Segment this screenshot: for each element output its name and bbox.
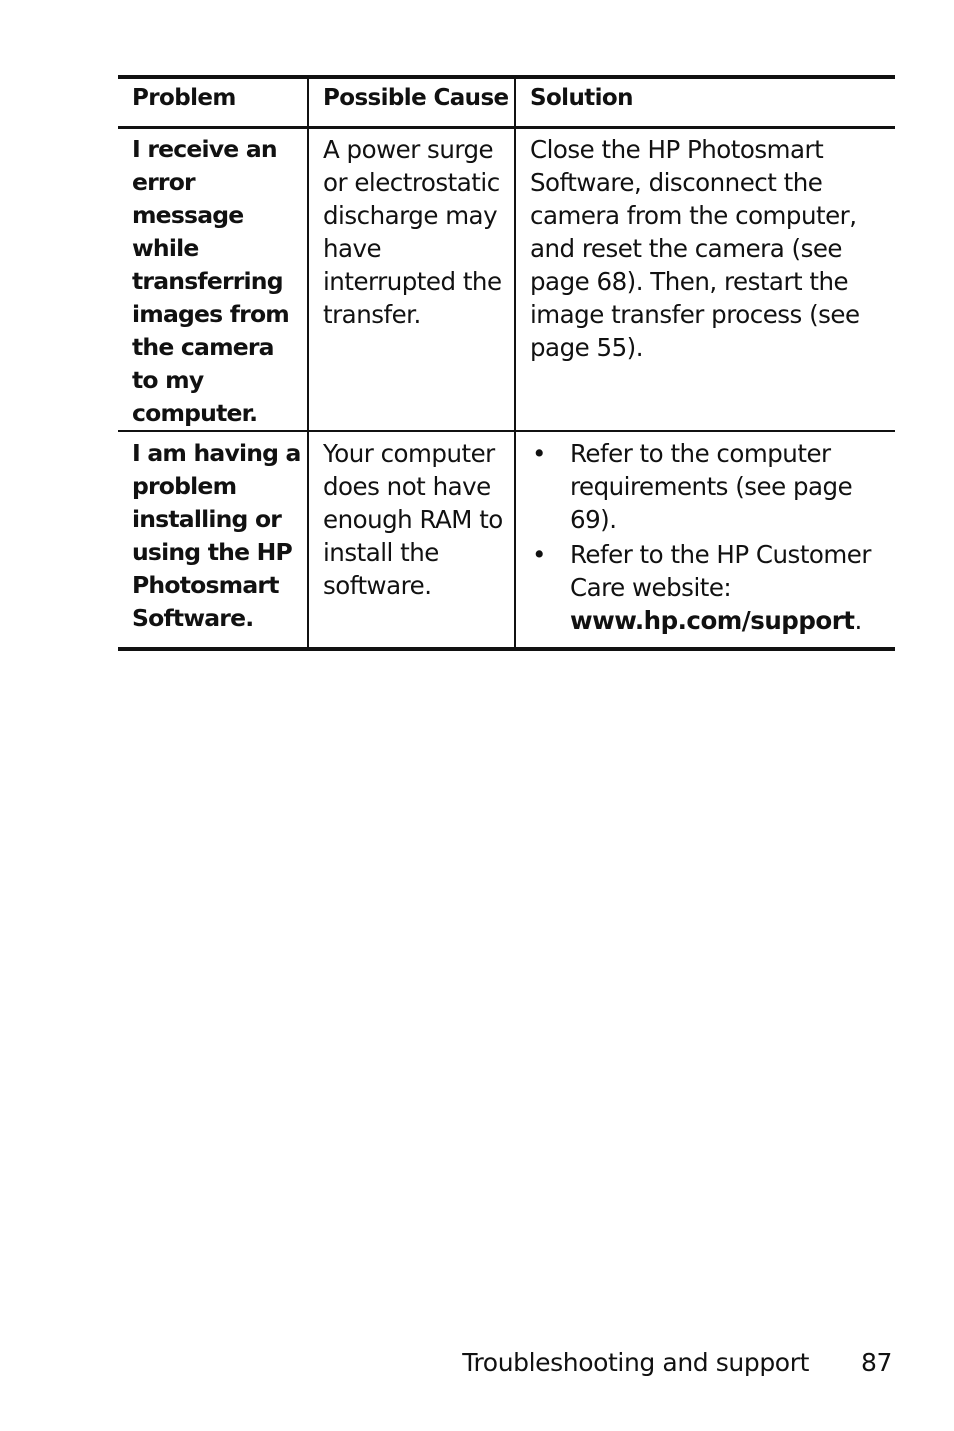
cause-cell: A power surge or electrostatic discharge may have interrupted the transfer.: [308, 127, 515, 431]
bullet-text: Refer to the computer requirements (see page 69).: [570, 438, 853, 534]
header-problem: Problem: [118, 77, 308, 127]
troubleshooting-table: [118, 75, 895, 651]
solution-bullet-item: [530, 437, 889, 536]
header-solution: Solution: [530, 85, 633, 111]
solution-bullet-list: [530, 437, 889, 637]
page-footer: [462, 1348, 892, 1377]
table-header-row: [118, 77, 895, 127]
bullet-text-end: .: [854, 605, 862, 635]
problem-cell: I receive an error message while transferring images from the camera to my computer.: [118, 127, 308, 431]
header-possible-cause: Possible Cause: [308, 77, 515, 127]
table-row: [118, 431, 895, 649]
table-header: [118, 77, 895, 127]
bullet-icon: •: [532, 539, 546, 569]
page-number: 87: [860, 1348, 892, 1377]
solution-cell: Close the HP Photosmart Software, disconnect the camera from the computer, and reset the camera (see page 68). Then, restart the image transfer process (see page 55).: [530, 134, 860, 362]
bullet-icon: •: [532, 438, 546, 468]
table-row: [118, 127, 895, 431]
cause-cell: Your computer does not have enough RAM to install the software.: [308, 431, 515, 649]
solution-cell: [515, 431, 895, 649]
support-website-link[interactable]: www.hp.com/support: [570, 605, 855, 635]
footer-section-title: Troubleshooting and support: [462, 1348, 809, 1377]
problem-cell: I am having a problem installing or using the HP Photosmart Software.: [118, 431, 308, 649]
table-body: [118, 127, 895, 649]
bullet-text: Refer to the HP Customer Care website:: [570, 539, 871, 602]
solution-bullet-item: [530, 538, 889, 637]
